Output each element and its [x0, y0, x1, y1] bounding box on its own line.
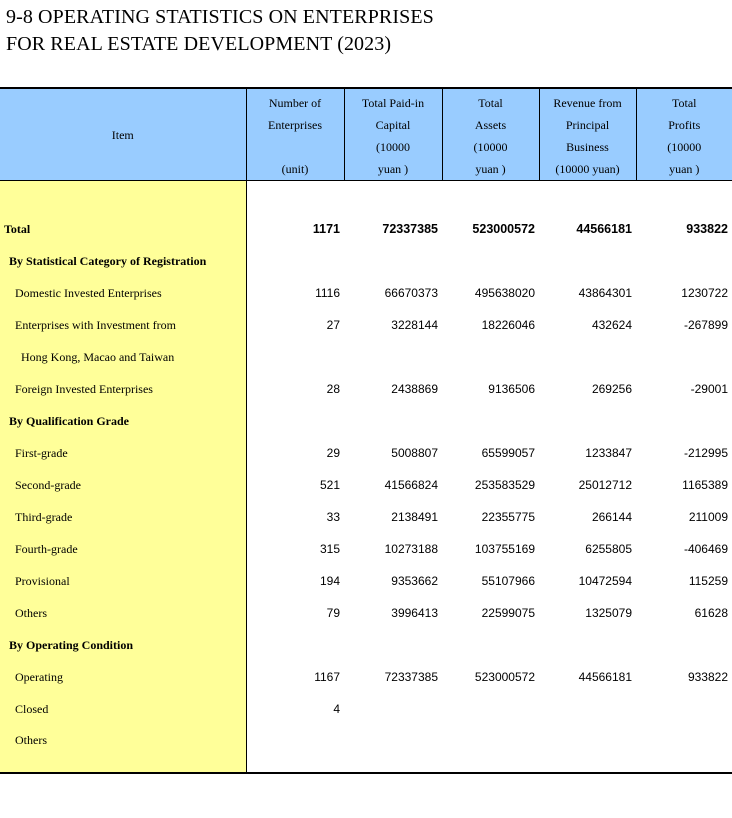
- table-row: [0, 661, 732, 693]
- row-label: First-grade: [0, 437, 246, 469]
- cell-total-profits: -29001: [690, 382, 728, 396]
- header-line: (unit): [281, 162, 309, 176]
- row-label: Second-grade: [0, 469, 246, 501]
- cell-total-assets: [442, 693, 539, 725]
- cell-total-paid-in-capital: [344, 245, 442, 277]
- cell-number-of-enterprises: 1171: [312, 222, 340, 236]
- row-label: Operating: [0, 661, 246, 693]
- cell-revenue-principal-business: 25012712: [578, 478, 632, 492]
- row-label: Domestic Invested Enterprises: [0, 277, 246, 309]
- header-line: (10000: [473, 140, 508, 154]
- cell-revenue-principal-business: [539, 629, 636, 661]
- cell-total-assets: 65599057: [481, 446, 535, 460]
- header-line: Revenue from: [553, 96, 622, 110]
- cell-total-profits: 115259: [688, 574, 728, 588]
- header-total-profits: [636, 88, 732, 181]
- cell-total-profits: [636, 245, 732, 277]
- cell-total-assets: 253583529: [474, 478, 535, 492]
- cell-total-assets: 103755169: [474, 542, 535, 556]
- cell-revenue-principal-business: [539, 693, 636, 725]
- cell-total-paid-in-capital: [344, 629, 442, 661]
- header-line: Capital: [375, 118, 411, 132]
- table-row: [0, 213, 732, 245]
- table-row: [0, 565, 732, 597]
- cell-total-profits: [636, 405, 732, 437]
- cell-revenue-principal-business: [539, 725, 636, 773]
- cell-total-profits: -212995: [683, 446, 728, 460]
- table-row: [0, 629, 732, 661]
- cell-total-profits: [636, 629, 732, 661]
- statistics-table: [0, 87, 732, 774]
- cell-number-of-enterprises: 1167: [314, 670, 340, 684]
- cell-total-assets: 18226046: [481, 318, 535, 332]
- row-label: Third-grade: [0, 501, 246, 533]
- cell-total-paid-in-capital: 3228144: [391, 318, 438, 332]
- cell-total-paid-in-capital: [344, 405, 442, 437]
- cell-revenue-principal-business: 1233847: [585, 446, 632, 460]
- cell-revenue-principal-business: [539, 341, 636, 373]
- cell-total-assets: 22355775: [481, 510, 535, 524]
- table-row: [0, 597, 732, 629]
- cell-revenue-principal-business: 6255805: [585, 542, 632, 556]
- cell-total-assets: 523000572: [472, 222, 535, 236]
- cell-total-assets: 55107966: [481, 574, 535, 588]
- cell-total-profits: 211009: [688, 510, 728, 524]
- header-line: [247, 136, 344, 158]
- cell-total-paid-in-capital: 72337385: [382, 222, 438, 236]
- row-label: Enterprises with Investment from: [0, 309, 246, 341]
- cell-total-assets: 9136506: [488, 382, 535, 396]
- cell-revenue-principal-business: 266144: [591, 510, 632, 524]
- header-line: Total: [478, 96, 503, 110]
- cell-total-profits: 1165389: [682, 478, 728, 492]
- cell-total-assets: [442, 341, 539, 373]
- page-title: [6, 4, 434, 58]
- empty-cell: [539, 181, 636, 214]
- cell-number-of-enterprises: 521: [319, 478, 340, 492]
- cell-total-profits: [636, 693, 732, 725]
- header-line: yuan ): [475, 162, 506, 176]
- row-label: Foreign Invested Enterprises: [0, 373, 246, 405]
- cell-number-of-enterprises: 194: [319, 574, 340, 588]
- item-cell: [0, 181, 246, 214]
- table-row: [0, 373, 732, 405]
- cell-total-assets: 22599075: [481, 606, 535, 620]
- row-label: Fourth-grade: [0, 533, 246, 565]
- cell-total-profits: 1230722: [681, 286, 728, 300]
- cell-number-of-enterprises: [246, 405, 344, 437]
- table-row: [0, 693, 732, 725]
- cell-revenue-principal-business: 1325079: [585, 606, 632, 620]
- header-line: Profits: [668, 118, 701, 132]
- cell-total-paid-in-capital: 10273188: [384, 542, 438, 556]
- cell-total-profits: 933822: [686, 222, 728, 236]
- table-row: [0, 469, 732, 501]
- row-label: Closed: [0, 693, 246, 725]
- cell-total-assets: 523000572: [474, 670, 535, 684]
- spacer-row: [0, 181, 732, 214]
- cell-number-of-enterprises: [246, 629, 344, 661]
- cell-number-of-enterprises: 4: [333, 702, 340, 716]
- cell-number-of-enterprises: 79: [326, 606, 340, 620]
- cell-total-paid-in-capital: 72337385: [384, 670, 438, 684]
- cell-number-of-enterprises: 33: [326, 510, 340, 524]
- header-line: yuan ): [669, 162, 700, 176]
- empty-cell: [246, 181, 344, 214]
- row-label: Provisional: [0, 565, 246, 597]
- cell-total-assets: [442, 725, 539, 773]
- cell-total-paid-in-capital: 41566824: [384, 478, 438, 492]
- table-row: [0, 341, 732, 373]
- cell-total-assets: [442, 629, 539, 661]
- cell-number-of-enterprises: [246, 245, 344, 277]
- row-label: Others: [0, 725, 246, 773]
- cell-total-paid-in-capital: 66670373: [384, 286, 438, 300]
- cell-total-assets: [442, 245, 539, 277]
- header-line: Total: [672, 96, 697, 110]
- header-line: Number of: [268, 96, 322, 110]
- cell-total-profits: 61628: [694, 606, 728, 620]
- cell-revenue-principal-business: 10472594: [578, 574, 632, 588]
- table-row: [0, 245, 732, 277]
- cell-total-paid-in-capital: 5008807: [391, 446, 438, 460]
- empty-cell: [636, 181, 732, 214]
- cell-total-profits: -406469: [683, 542, 728, 556]
- row-label: By Statistical Category of Registration: [0, 245, 246, 277]
- header-line: (10000 yuan): [555, 162, 620, 176]
- cell-revenue-principal-business: [539, 405, 636, 437]
- header-row: [0, 88, 732, 181]
- empty-cell: [442, 181, 539, 214]
- cell-number-of-enterprises: [246, 725, 344, 773]
- row-label: By Qualification Grade: [0, 405, 246, 437]
- row-label: By Operating Condition: [0, 629, 246, 661]
- cell-total-profits: [636, 341, 732, 373]
- cell-revenue-principal-business: [539, 245, 636, 277]
- cell-number-of-enterprises: 28: [326, 382, 340, 396]
- cell-total-paid-in-capital: 3996413: [391, 606, 438, 620]
- cell-total-paid-in-capital: [344, 725, 442, 773]
- cell-revenue-principal-business: 269256: [591, 382, 632, 396]
- empty-cell: [344, 181, 442, 214]
- table-row: [0, 725, 732, 773]
- cell-total-paid-in-capital: [344, 693, 442, 725]
- cell-total-paid-in-capital: 9353662: [391, 574, 438, 588]
- cell-total-assets: [442, 405, 539, 437]
- header-line: (10000: [376, 140, 410, 154]
- cell-total-paid-in-capital: 2138491: [391, 510, 438, 524]
- cell-number-of-enterprises: 27: [326, 318, 340, 332]
- cell-total-paid-in-capital: 2438869: [391, 382, 438, 396]
- header-total-assets: [442, 88, 539, 181]
- cell-total-paid-in-capital: [344, 341, 442, 373]
- cell-number-of-enterprises: 29: [326, 446, 340, 460]
- header-line: Enterprises: [268, 118, 322, 132]
- table-row: [0, 501, 732, 533]
- table-row: [0, 277, 732, 309]
- cell-revenue-principal-business: 44566181: [576, 222, 632, 236]
- cell-total-assets: 495638020: [474, 286, 535, 300]
- header-line: (10000: [667, 140, 702, 154]
- cell-number-of-enterprises: 1116: [315, 286, 340, 300]
- cell-total-profits: 933822: [687, 670, 728, 684]
- cell-total-profits: [636, 725, 732, 773]
- row-label: Total: [0, 213, 246, 245]
- table-row: [0, 405, 732, 437]
- title-line-2: FOR REAL ESTATE DEVELOPMENT (2023): [6, 33, 392, 55]
- header-line: yuan ): [377, 162, 409, 176]
- header-number-of-enterprises: [246, 88, 344, 181]
- cell-revenue-principal-business: 44566181: [578, 670, 632, 684]
- row-label: Others: [0, 597, 246, 629]
- cell-total-profits: -267899: [683, 318, 728, 332]
- cell-number-of-enterprises: 315: [319, 542, 340, 556]
- header-line: Business: [566, 140, 609, 154]
- header-line: Principal: [565, 118, 610, 132]
- cell-revenue-principal-business: 43864301: [578, 286, 632, 300]
- row-label: Hong Kong, Macao and Taiwan: [0, 341, 246, 373]
- header-total-paid-in-capital: [344, 88, 442, 181]
- table-row: [0, 437, 732, 469]
- header-revenue-principal-business: [539, 88, 636, 181]
- table-row: [0, 309, 732, 341]
- table-row: [0, 533, 732, 565]
- header-line: Assets: [474, 118, 507, 132]
- cell-revenue-principal-business: 432624: [591, 318, 632, 332]
- header-line: Total Paid-in: [361, 96, 425, 110]
- cell-number-of-enterprises: [246, 341, 344, 373]
- header-item: Item: [0, 88, 246, 181]
- title-line-1: 9-8 OPERATING STATISTICS ON ENTERPRISES: [6, 6, 434, 28]
